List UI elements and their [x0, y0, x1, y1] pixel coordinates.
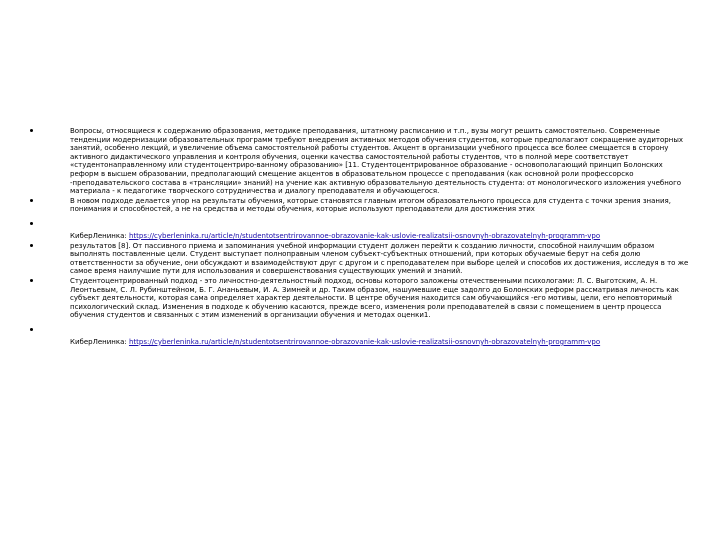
paragraph-text: Вопросы, относящиеся к содержанию образования, методике преподавания, штатному расписанию и т.п., вузы могут решить самостоятельно. Современные тенденции модернизации образовательных программ требуют внедрения активных методов обучения студентов, которые предполагают сокращение аудиторных занятий, особенно лекций, и увеличение объема самостоятельной работы студентов. Акцент в организации учебного процесса все более смещается в сторону активного дидактического управления и контроля обучения, оценки качества самостоятельной работы студентов, что в полной мере соответствует «студентонаправленному или студентоцентриро-ванному образованию» [11. Студентоцентрированное образование - основополагающий принцип Болонских реформ в высшем образовании, предполагающий смещение акцентов в образовательном процессе с преподавания (как основной роли профессорско -преподавательского состава в «трансляции» знаний) на учение как активную образовательную деятельность студента: от монологического изложения учебного материала - к педагогике творческого сотрудничества и диалогу преподавателя и обучающегося. [70, 127, 683, 196]
list-item [30, 220, 690, 241]
paragraph-spacer [70, 326, 690, 338]
source-line [70, 338, 690, 347]
paragraph-text: В новом подходе делается упор на результаты обучения, которые становятся главным итогом образовательного процесса для студента с точки зрения знания, понимания и способностей, а не на средства и методы обучения, которые используют преподаватели для достижения этих [70, 196, 671, 214]
bullet-dot-icon [30, 199, 33, 202]
paragraph-spacer [70, 220, 690, 232]
source-link[interactable]: https://cyberleninka.ru/article/n/studentotsentrirovannoe-obrazovanie-kak-uslovie-realizatsii-osnovnyh-obrazovatelnyh-programm-vpo [128, 337, 601, 346]
list-item [30, 127, 690, 196]
bullet-list [30, 127, 690, 346]
bullet-dot-icon [30, 279, 33, 282]
bullet-dot-icon [30, 328, 33, 331]
paragraph-text: Студентоцентрированный подход - это личностно-деятельностный подход, основы которого заложены отечественными психологами: Л. С. Выготским, А. Н. Леонтьевым, С. Л. Рубинштейном, Б. Г. Ананьевым, И. А. Зимней и др. Таким образом, нашумевшие еще задолго до Болонских реформ рассматривая личность как субъект деятельности, которая сама определяет характер деятельности. В центре обучения находится сам обучающийся -его мотивы, цели, его неповторимый психологический склад. Изменения в подходе к обучению касаются, прежде всего, изменения роли преподавателей в связи с помещением в центр процесса обучения студентов и связанных с этим изменений в организации обучения и методах оценки1. [70, 276, 679, 320]
bullet-dot-icon [30, 244, 33, 247]
list-item [30, 197, 690, 214]
source-line [70, 232, 690, 241]
source-prefix: КиберЛенинка: [70, 231, 129, 240]
list-item [30, 242, 690, 276]
paragraph-text: результатов [8]. От пассивного приема и запоминания учебной информации студент должен перейти к созданию личности, способной наилучшим образом выполнять поставленные цели. Студент выступает полноправным членом субъект-субъектных отношений, при которых обучаемые берут на себя долю ответственности за обучение, они обсуждают и взаимодействуют друг с другом и с преподавателем при выборе целей и способов их достижения, исследуя в то же самое время наилучшие пути для использования и совершенствования существующих умений и знаний. [70, 241, 689, 276]
list-item [30, 326, 690, 347]
bullet-dot-icon [30, 129, 33, 132]
source-link[interactable]: https://cyberleninka.ru/article/n/studentotsentrirovannoe-obrazovanie-kak-uslovie-realizatsii-osnovnyh-obrazovatelnyh-programm-vpo [128, 231, 601, 240]
source-prefix: КиберЛенинка: [70, 337, 129, 346]
bullet-dot-icon [30, 222, 33, 225]
list-item [30, 277, 690, 320]
